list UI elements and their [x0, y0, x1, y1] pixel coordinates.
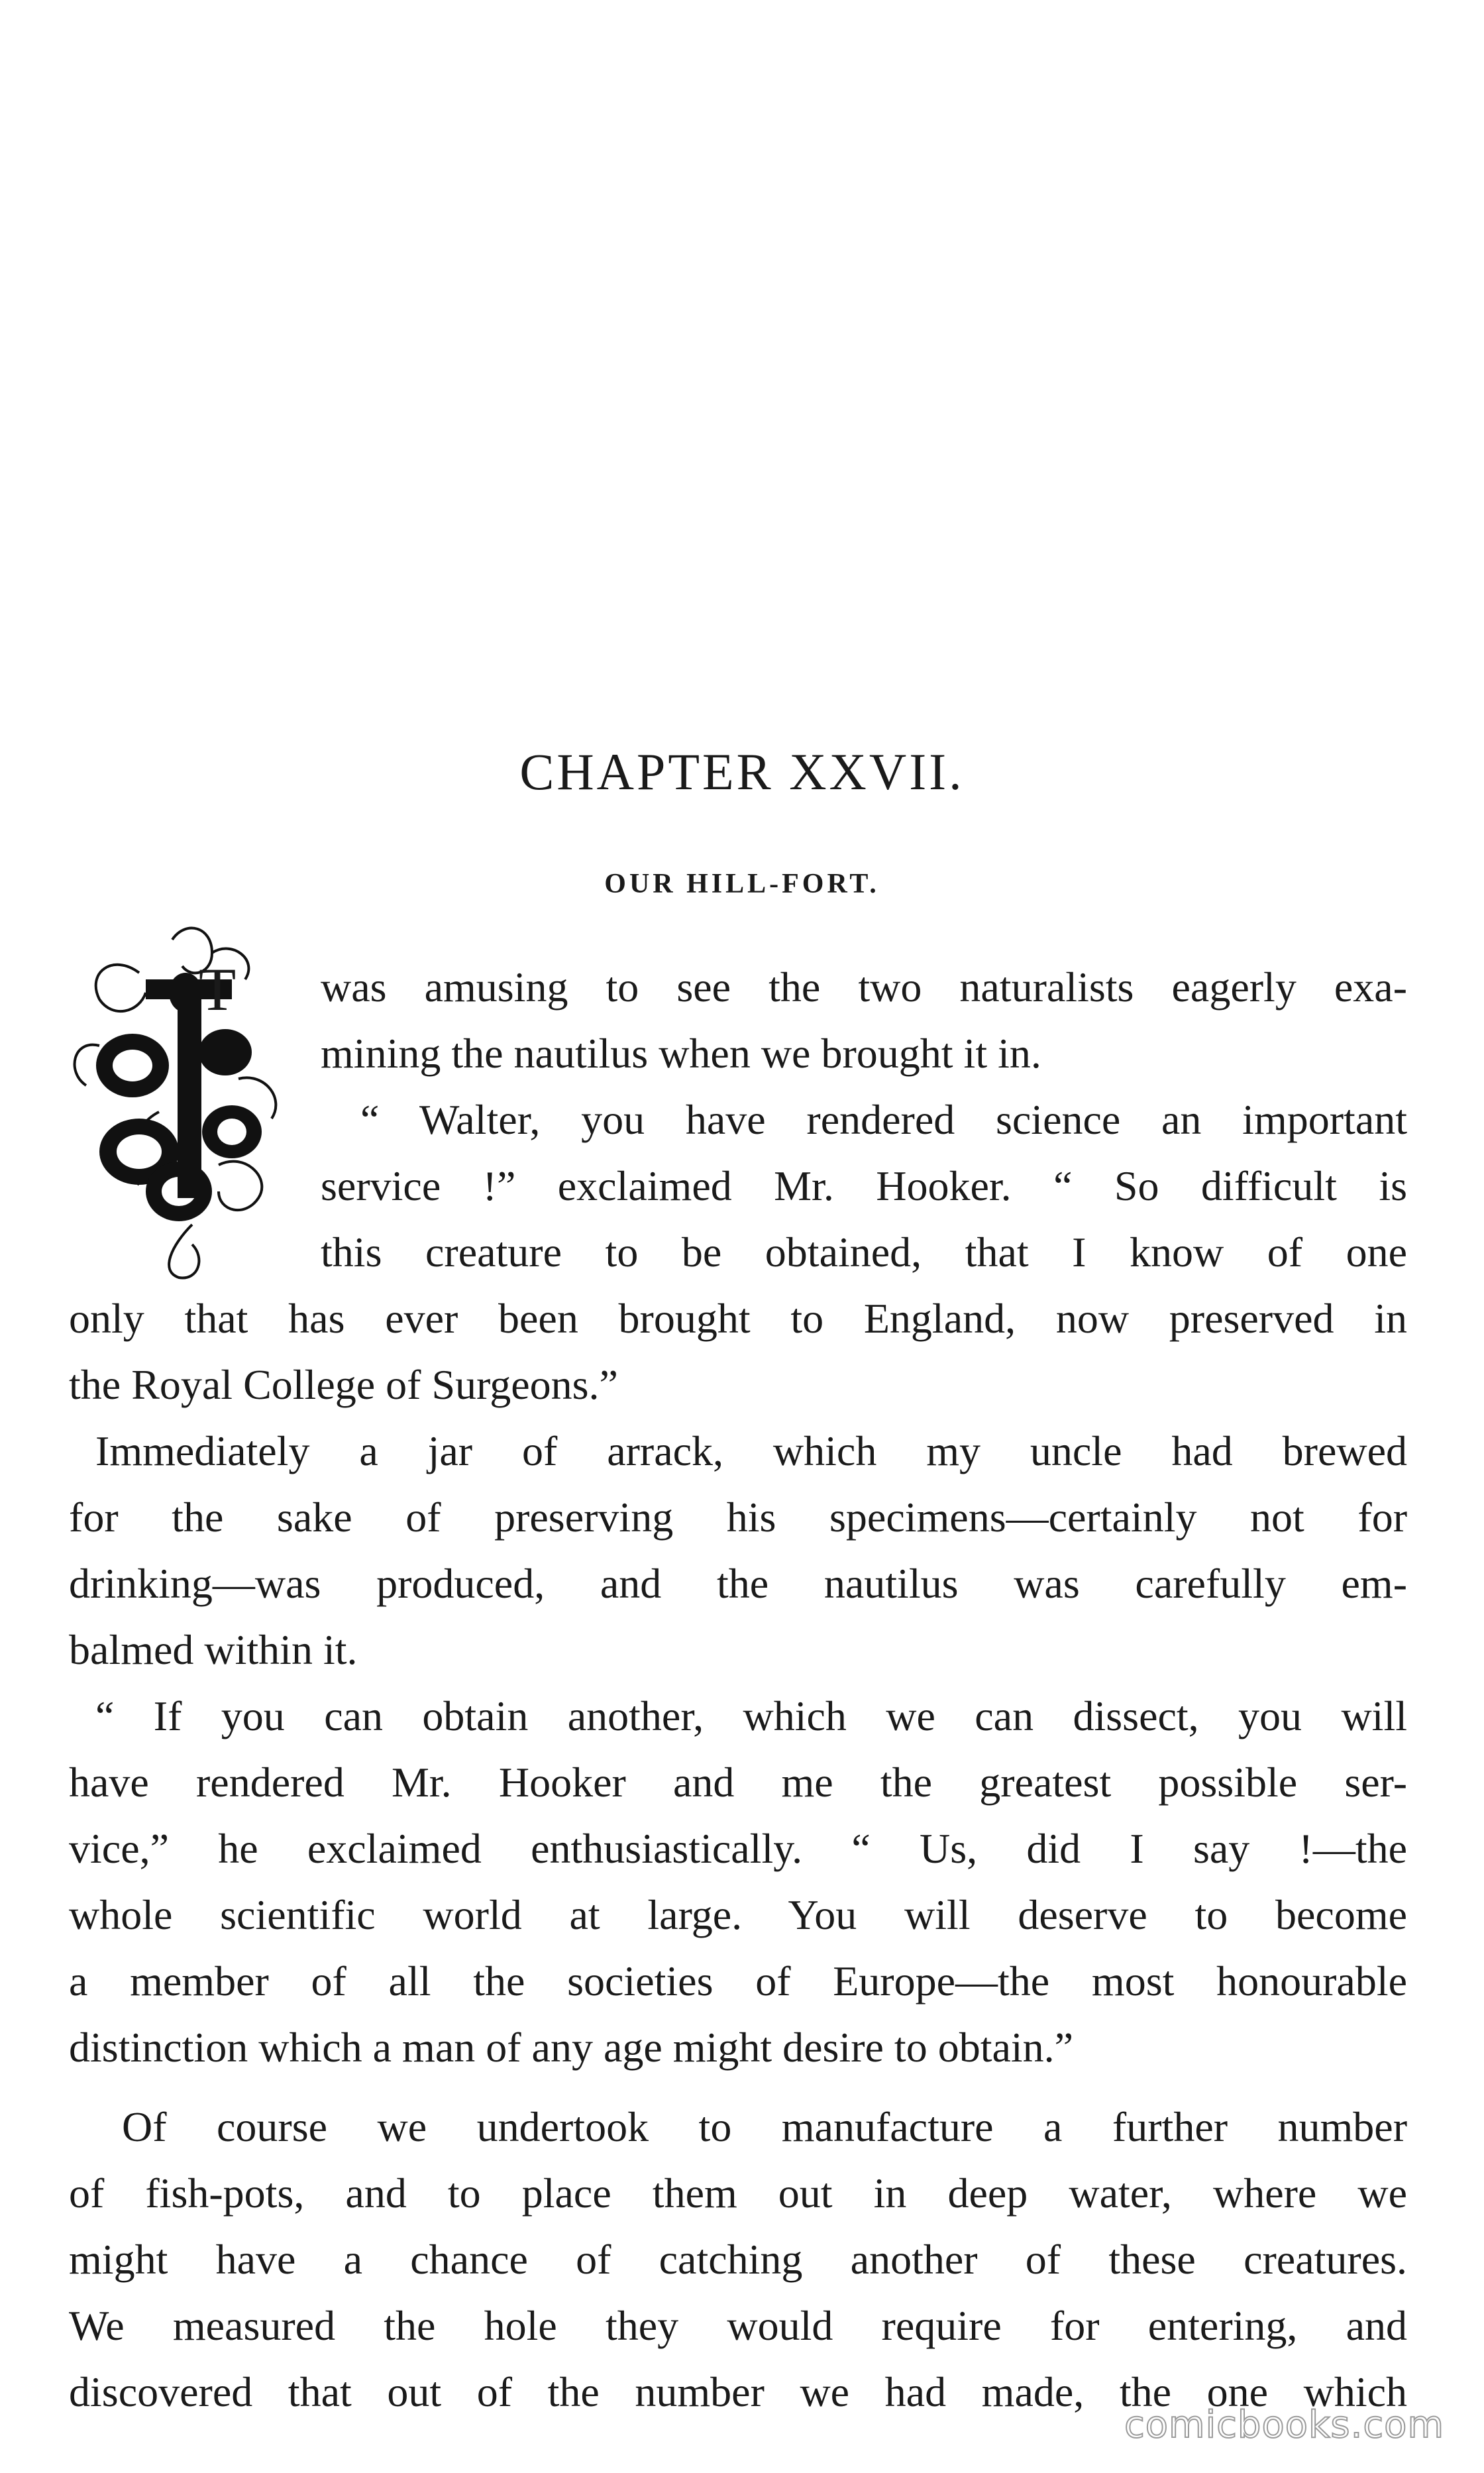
paragraph-1: [69, 954, 1407, 1087]
text-line: only that has ever been brought to England, now preserved in: [69, 1295, 1407, 1342]
text-line: for the sake of preserving his specimens—certainly not for: [69, 1494, 1407, 1541]
chapter-title: CHAPTER XXVII.: [519, 743, 965, 800]
text-line: a member of all the societies of Europe—the most honourable: [69, 1957, 1407, 2005]
text-line: the Royal College of Surgeons.”: [69, 1361, 618, 1408]
text-line: was amusing to see the two naturalists eagerly exa-: [321, 963, 1407, 1011]
text-line: balmed within it.: [69, 1626, 358, 1673]
text-line: might have a chance of catching another of these creatures.: [69, 2236, 1407, 2283]
text-line: “ If you can obtain another, which we can dissect, you will: [95, 1692, 1407, 1739]
paragraph-4: [69, 1683, 1407, 2081]
text-line: We measured the hole they would require for entering, and: [69, 2302, 1407, 2349]
text-line: this creature to be obtained, that I know of one: [321, 1229, 1407, 1276]
text-line: Immediately a jar of arrack, which my uncle had brewed: [95, 1427, 1407, 1474]
text-line: distinction which a man of any age might desire to obtain.”: [69, 2024, 1074, 2071]
text-line: discovered that out of the number we had made, the one which: [69, 2368, 1407, 2415]
text-line: drinking—was produced, and the nautilus was carefully em-: [69, 1560, 1407, 1607]
paragraph-5: [69, 2094, 1407, 2425]
text-line: Of course we undertook to manufacture a further number: [122, 2103, 1407, 2150]
section-title: OUR HILL-FORT.: [604, 869, 880, 899]
text-line: mining the nautilus when we brought it in.: [321, 1030, 1041, 1077]
text-line: service !” exclaimed Mr. Hooker. “ So difficult is: [321, 1162, 1407, 1209]
watermark: comicbooks.com: [1124, 2403, 1444, 2446]
text-line: have rendered Mr. Hooker and me the greatest possible ser-: [69, 1759, 1407, 1806]
text-line: of fish-pots, and to place them out in deep water, where we: [69, 2170, 1407, 2217]
paragraph-3: [69, 1418, 1407, 1683]
drop-cap-letter: T: [199, 956, 237, 1023]
paragraph-2: [69, 1087, 1407, 1418]
text-line: “ Walter, you have rendered science an important: [360, 1096, 1407, 1143]
text-line: whole scientific world at large. You will deserve to become: [69, 1891, 1407, 1938]
text-line: vice,” he exclaimed enthusiastically. “ Us, did I say !—the: [69, 1825, 1407, 1872]
